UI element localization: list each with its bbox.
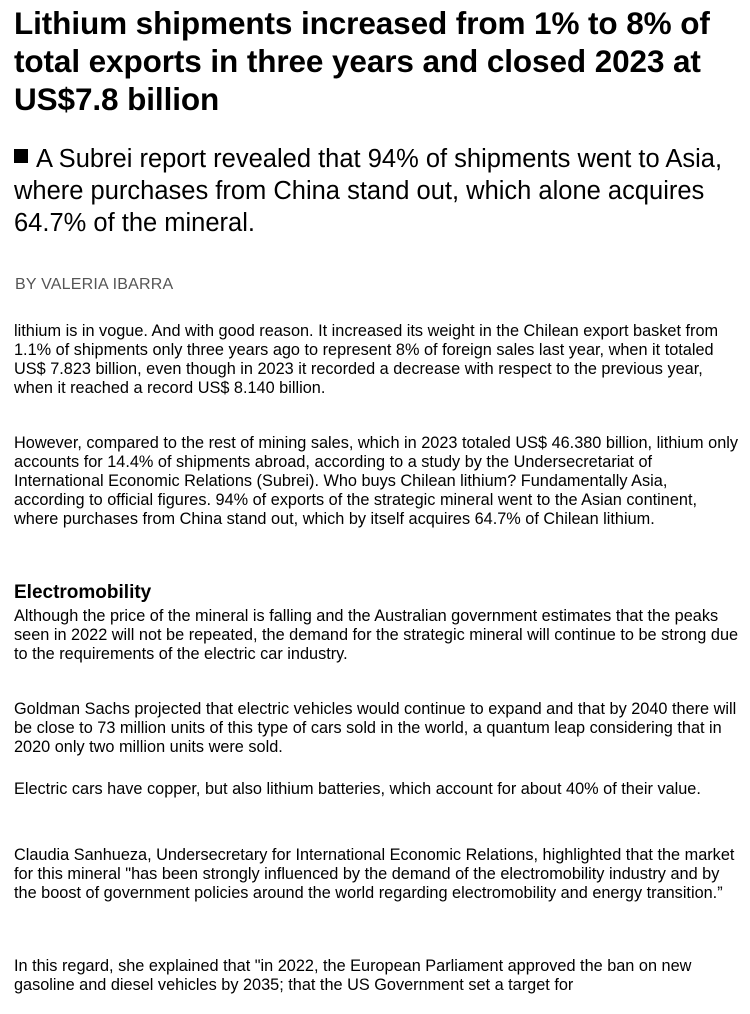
paragraph-6: Claudia Sanhueza, Undersecretary for International Economic Relations, highlighted that the market for this mineral "has been strongly influenced by the demand of the electromobility industry and by the boost of government policies around the world regarding electromobility and energy transition.” <box>14 846 735 902</box>
section-heading-electromobility: Electromobility <box>14 582 152 603</box>
paragraph-4: Goldman Sachs projected that electric vehicles would continue to expand and that by 2040 there will be close to 73 million units of this type of cars sold in the world, a quantum leap considering that in 2020 only two million units were sold. <box>14 700 737 756</box>
paragraph-2: However, compared to the rest of mining sales, which in 2023 totaled US$ 46.380 billion, lithium only accounts for 14.4% of shipments abroad, according to a study by the Undersecretariat of International Economic Relations (Subrei). Who buys Chilean lithium? Fundamentally Asia, according to official figures. 94% of exports of the strategic mineral went to the Asian continent, where purchases from China stand out, which by itself acquires 64.7% of Chilean lithium. <box>14 434 739 528</box>
paragraph-5: Electric cars have copper, but also lithium batteries, which account for about 40% of their value. <box>14 780 701 798</box>
paragraph-1: lithium is in vogue. And with good reason. It increased its weight in the Chilean export basket from 1.1% of shipments only three years ago to represent 8% of foreign sales last year, when it totaled US$ 7.823 billion, even though in 2023 it recorded a decrease with respect to the previous year, when it reached a record US$ 8.140 billion. <box>14 322 719 397</box>
paragraph-7: In this regard, she explained that "in 2022, the European Parliament approved the ban on new gasoline and diesel vehicles by 2035; that the US Government set a target for <box>14 957 692 994</box>
summary <box>14 143 742 239</box>
summary-text: A Subrei report revealed that 94% of shipments went to Asia, where purchases from China stand out, which alone acquires 64.7% of the mineral. <box>14 145 723 237</box>
paragraph-3: Although the price of the mineral is falling and the Australian government estimates that the peaks seen in 2022 will not be repeated, the demand for the strategic mineral will continue to be strong due to the requirements of the electric car industry. <box>14 607 739 663</box>
headline: Lithium shipments increased from 1% to 8% of total exports in three years and closed 2023 at US$7.8 billion <box>14 5 710 117</box>
byline: BY VALERIA IBARRA <box>15 276 174 293</box>
square-bullet-icon <box>14 149 28 163</box>
